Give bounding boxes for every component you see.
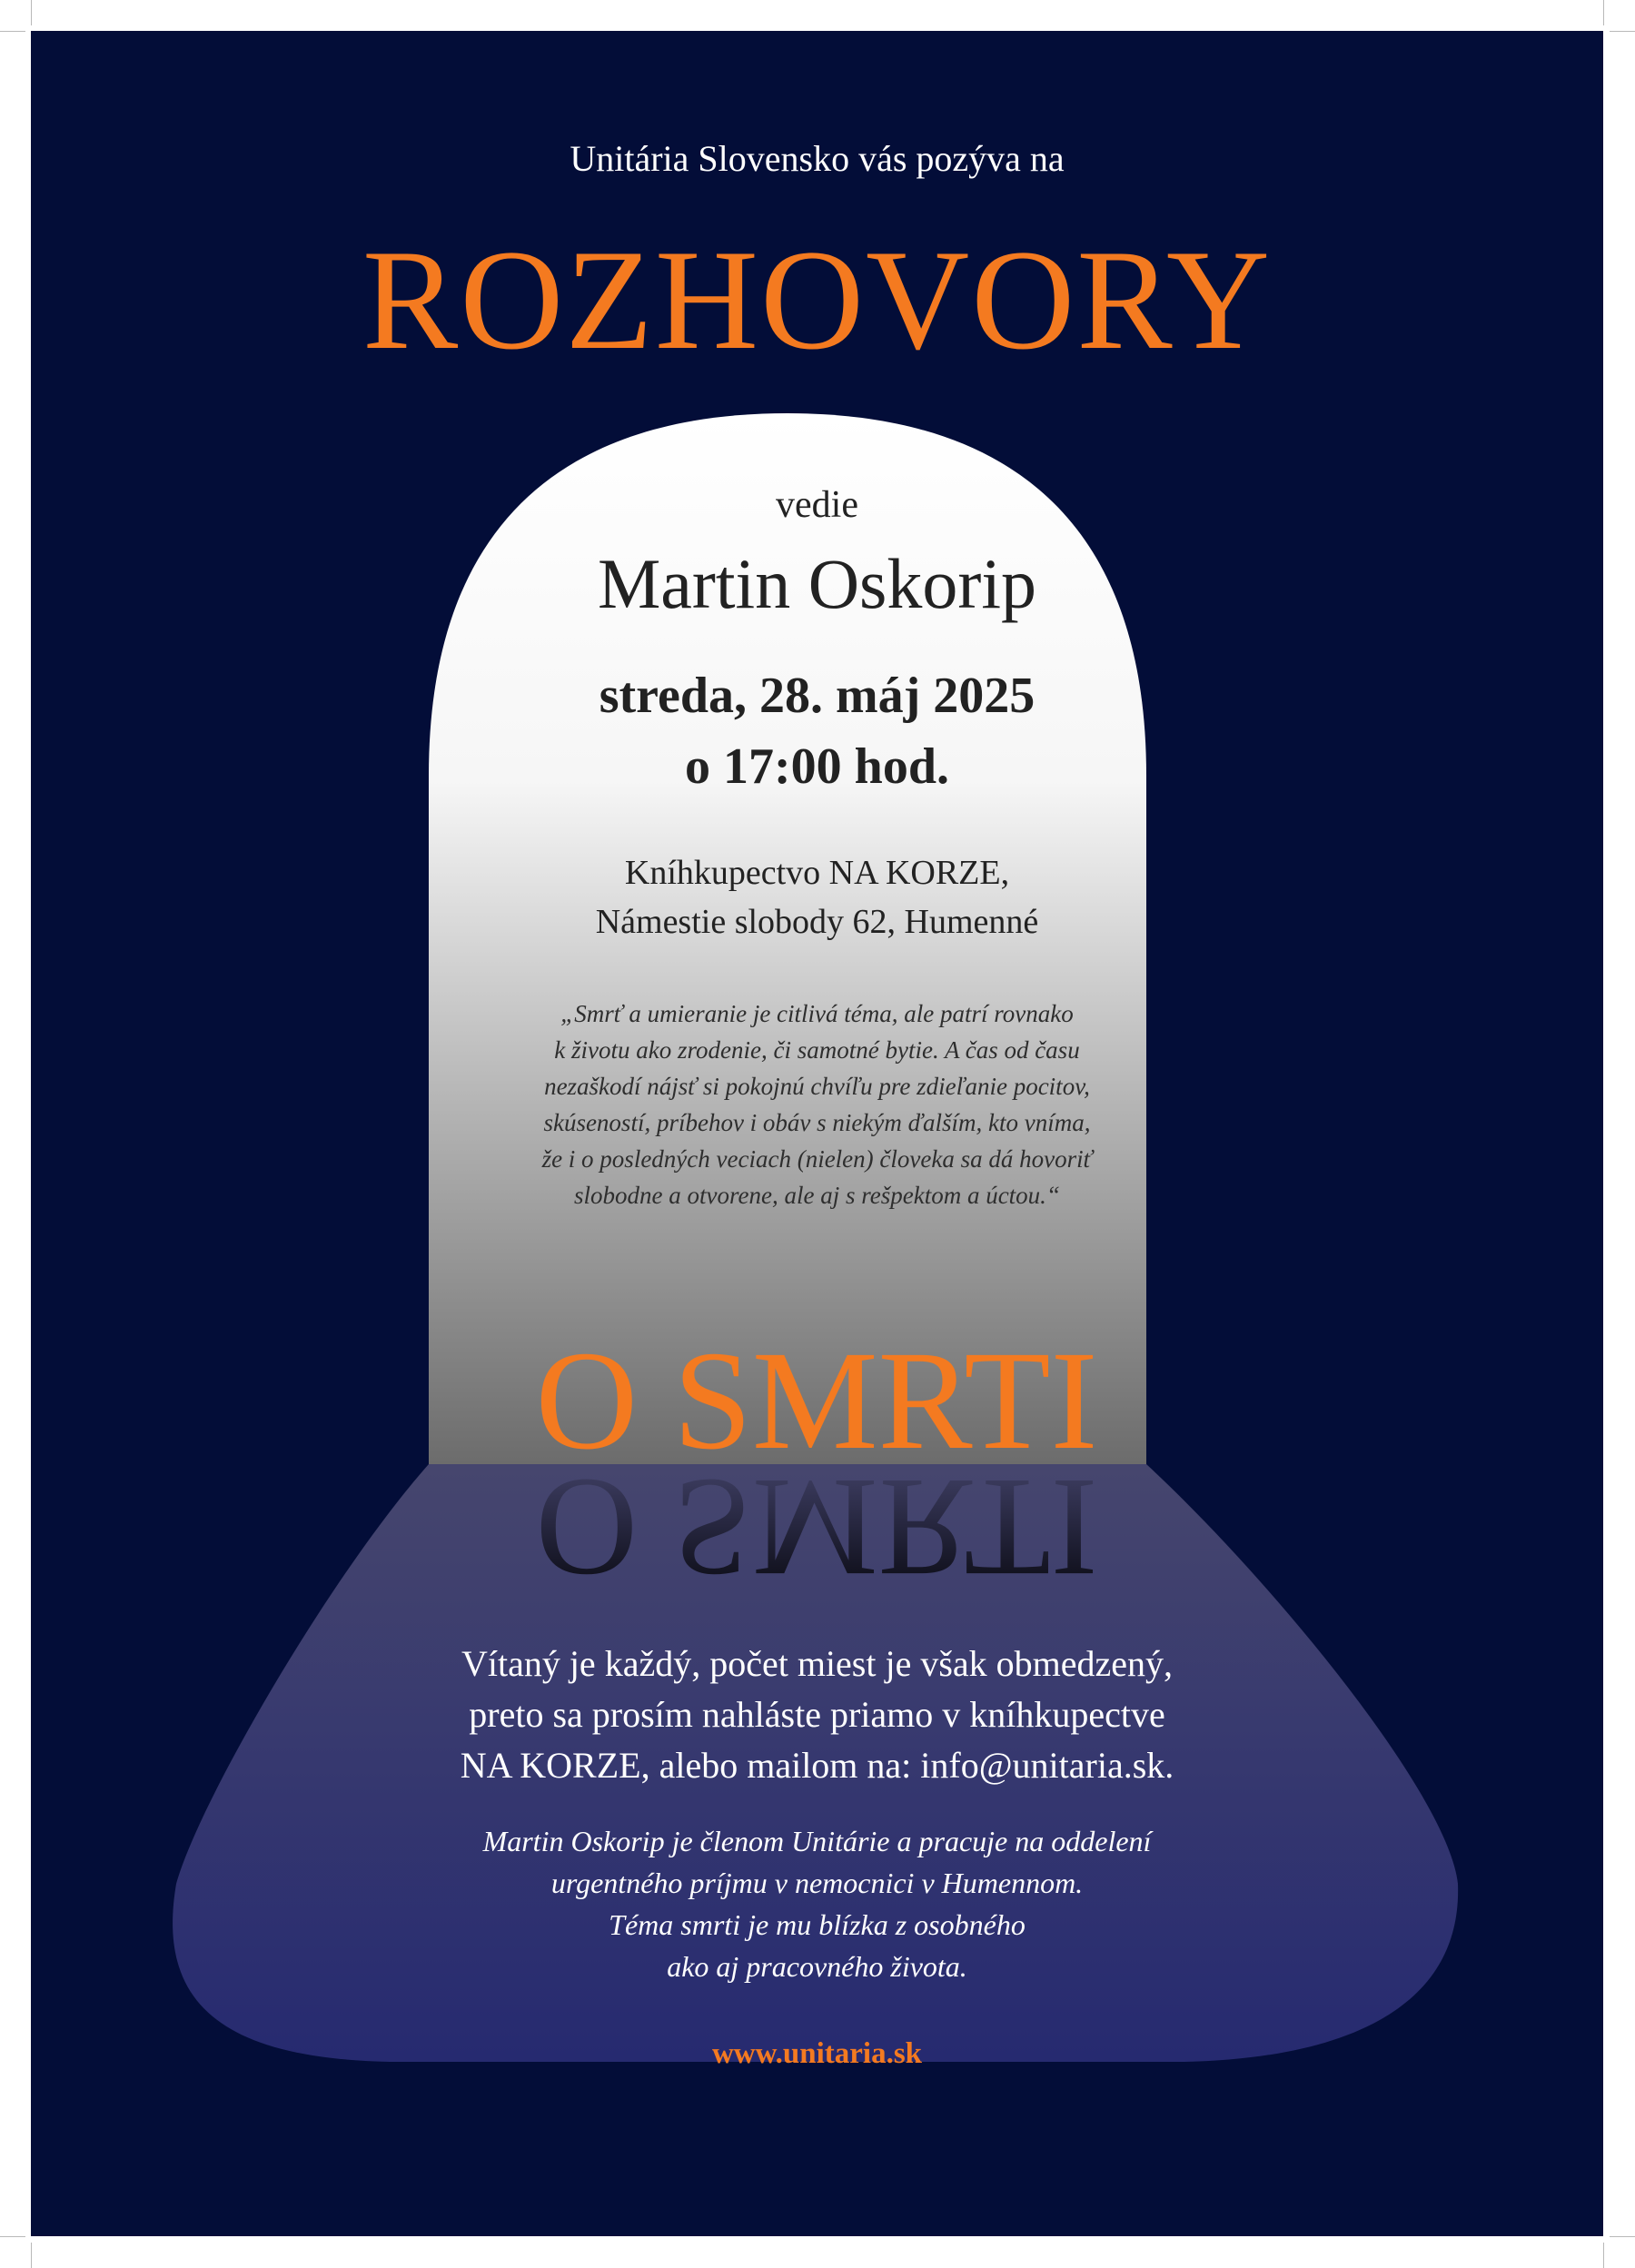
- event-venue: [31, 848, 1603, 946]
- topic-title: O SMRTI: [535, 1322, 1098, 1479]
- crop-mark: [0, 2236, 25, 2237]
- bio-line: urgentného príjmu v nemocnici v Humennom.: [550, 1867, 1084, 1899]
- intro-text: Unitária Slovensko vás pozýva na: [570, 138, 1065, 179]
- quote-line: k životu ako zrodenie, či samotné bytie. A čas od času: [554, 1036, 1080, 1064]
- crop-mark: [31, 0, 32, 25]
- poster: [31, 31, 1603, 2236]
- invite-line: NA KORZE, alebo mailom na: info@unitaria.sk.: [460, 1745, 1174, 1786]
- crop-mark: [1603, 0, 1604, 25]
- website-link[interactable]: www.unitaria.sk: [711, 2037, 923, 2070]
- crop-mark: [1610, 31, 1635, 32]
- host-bio: [31, 1820, 1603, 1987]
- quote-line: skúseností, príbehov i obáv s niekým ďalším, kto vníma,: [543, 1109, 1091, 1136]
- quote-line: „Smrť a umieranie je citlivá téma, ale patrí rovnako: [560, 1000, 1074, 1027]
- quote-block: [31, 995, 1603, 1213]
- venue-line: Námestie slobody 62, Humenné: [595, 903, 1039, 941]
- crop-mark: [1610, 2236, 1635, 2237]
- crop-mark: [1603, 2243, 1604, 2268]
- quote-line: nezaškodí nájsť si pokojnú chvíľu pre zdieľanie pocitov,: [544, 1073, 1090, 1100]
- crop-mark: [31, 2243, 32, 2268]
- invite-line: Vítaný je každý, počet miest je však obmedzený,: [461, 1643, 1174, 1684]
- bio-line: Téma smrti je mu blízka z osobného: [609, 1908, 1026, 1941]
- main-title: ROZHOVORY: [362, 221, 1273, 380]
- quote-line: slobodne a otvorene, ale aj s rešpektom a úctou.“: [574, 1182, 1060, 1209]
- host-name: Martin Oskorip: [597, 544, 1037, 623]
- event-time: o 17:00 hod.: [685, 738, 949, 795]
- topic-title-reflection: O SMRTI: [535, 1450, 1098, 1607]
- venue-line: Kníhkupectvo NA KORZE,: [624, 854, 1010, 892]
- quote-line: že i o posledných veciach (nielen) človeka sa dá hovoriť: [541, 1145, 1093, 1173]
- crop-mark: [0, 31, 25, 32]
- host-label: vedie: [776, 484, 858, 526]
- bio-line: Martin Oskorip je členom Unitárie a pracuje na oddelení: [482, 1825, 1152, 1857]
- invite-text: [31, 1639, 1603, 1791]
- invite-line: preto sa prosím nahláste priamo v kníhkupectve: [469, 1694, 1165, 1735]
- event-date: streda, 28. máj 2025: [599, 668, 1036, 724]
- bio-line: ako aj pracovného života.: [667, 1950, 967, 1983]
